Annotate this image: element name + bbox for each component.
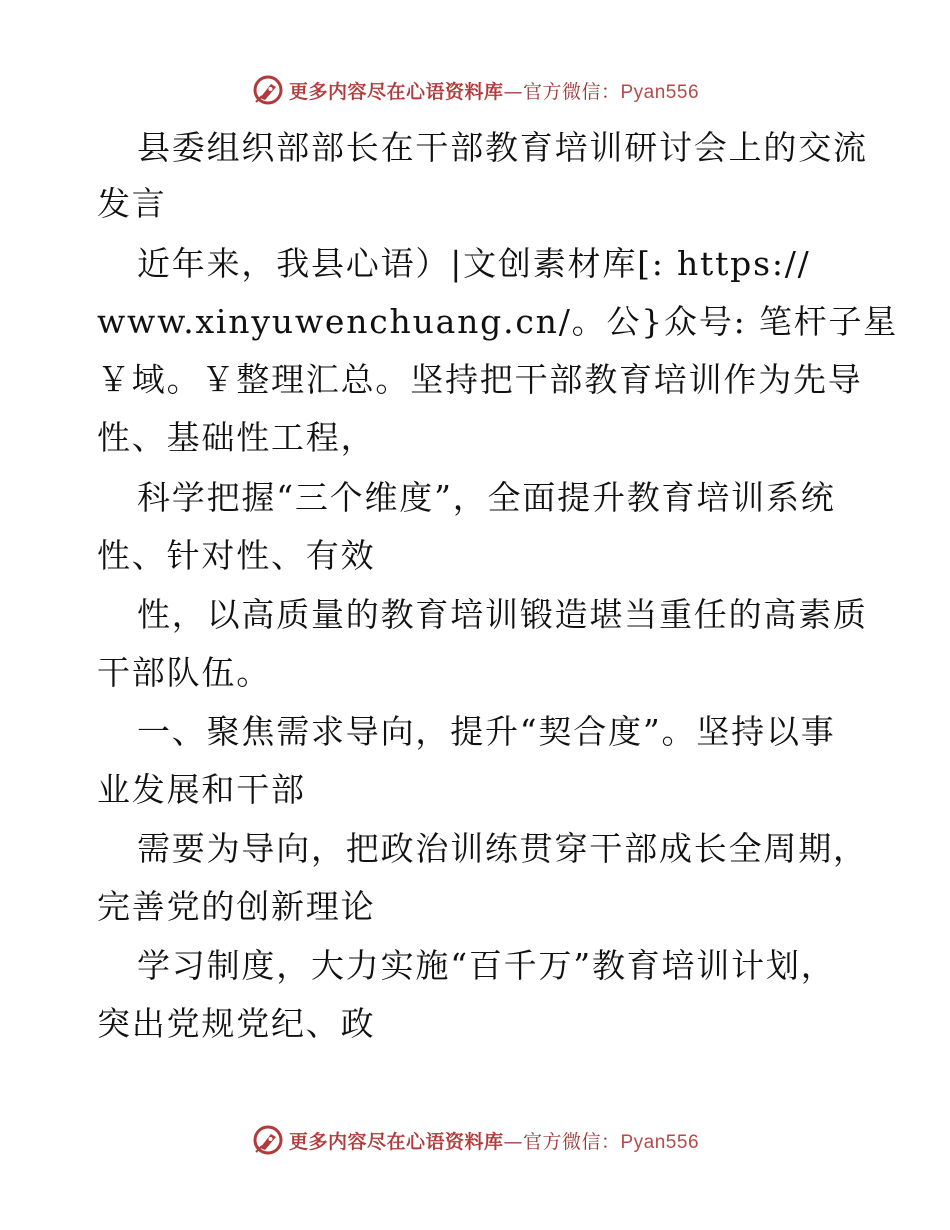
footer-separator: — — [503, 1130, 523, 1153]
paragraph-line: 县委组织部部长在干部教育培训研讨会上的交流 — [137, 128, 868, 167]
paragraph-line: 一、聚焦需求导向，提升“契合度”。坚持以事 — [137, 712, 836, 751]
footer-brand: 更多内容尽在心语资料库 — [288, 1130, 504, 1153]
header-banner-text — [289, 77, 699, 104]
paragraph-line: 需要为导向，把政治训练贯穿干部成长全周期， — [137, 829, 868, 868]
footer-wechat-label: 官方微信： — [522, 1130, 621, 1153]
paragraph-line: 科学把握“三个维度”，全面提升教育培训系统 — [137, 478, 836, 517]
header-wechat-label: 官方微信： — [522, 80, 621, 103]
paragraph-line: 业发展和干部 — [97, 770, 306, 809]
footer-banner — [0, 1120, 950, 1160]
header-brand: 更多内容尽在心语资料库 — [288, 80, 504, 103]
paragraph-line: 突出党规党纪、政 — [97, 1004, 376, 1043]
header-separator: — — [503, 80, 523, 103]
paragraph-line: 性、针对性、有效 — [97, 536, 376, 575]
paragraph-line: www.xinyuwenchuang.cn/。公}众号: 笔杆子星 — [97, 302, 899, 341]
paragraph-line: 性，以高质量的教育培训锻造堪当重任的高素质 — [137, 595, 868, 634]
pen-nib-logo-icon — [251, 73, 285, 107]
paragraph-line: 性、基础性工程， — [97, 418, 376, 457]
paragraph-line: 发言 — [97, 184, 167, 223]
header-banner — [0, 70, 950, 110]
header-wechat-id: Pyan556 — [620, 81, 700, 103]
footer-banner-text — [289, 1127, 699, 1154]
paragraph-line: 学习制度，大力实施“百千万”教育培训计划， — [137, 946, 836, 985]
paragraph-line: 干部队伍。 — [97, 653, 271, 692]
paragraph-line: 完善党的创新理论 — [97, 887, 376, 926]
paragraph-line: 近年来，我县心语）|文创素材库[: https:// — [137, 244, 811, 283]
footer-wechat-id: Pyan556 — [620, 1131, 700, 1153]
pen-nib-logo-icon — [251, 1123, 285, 1157]
paragraph-line: ￥域。￥整理汇总。坚持把干部教育培训作为先导 — [97, 360, 863, 399]
